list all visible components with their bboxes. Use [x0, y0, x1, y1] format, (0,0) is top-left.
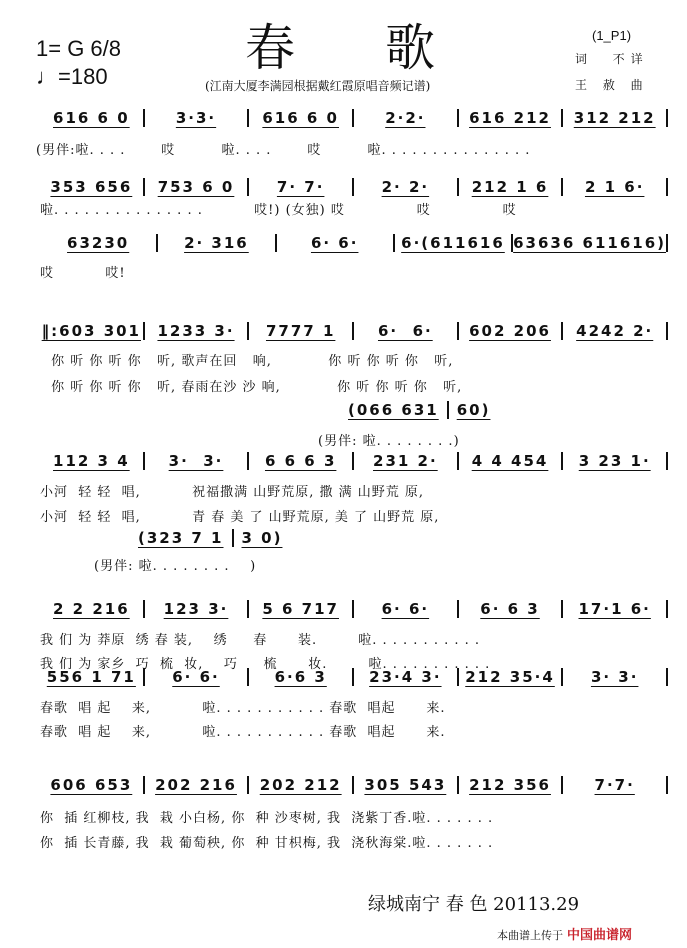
measure: 123 3·: [163, 600, 229, 618]
measure: 6· 6·: [381, 600, 430, 618]
measure: 6· 6·: [310, 234, 359, 252]
upload-note: [497, 924, 632, 943]
barline: [666, 234, 668, 252]
lyric-line: (男伴:啦. . . . 哎 啦. . . . 哎 啦. . . . . . . . . . . . . . .: [36, 143, 531, 158]
measure: ‖:603 301: [41, 322, 141, 340]
measure: 60): [456, 401, 491, 419]
measure: 202 212: [259, 776, 342, 794]
measure: 6·(611616: [401, 234, 505, 252]
measure: 556 1 71: [46, 668, 136, 686]
measure: 4242 2·: [576, 322, 654, 340]
notation-row: [40, 599, 668, 619]
measure: 3·3·: [175, 109, 217, 127]
site-logo[interactable]: 中国曲谱网: [567, 927, 633, 942]
measure: 6· 6 3: [480, 600, 540, 618]
notation-row: [40, 108, 668, 128]
upload-text: 本曲谱上传于: [497, 930, 563, 942]
notation-row: [40, 233, 668, 253]
measure: 112 3 4: [53, 452, 130, 470]
barline: [666, 109, 668, 127]
measure: 23·4 3·: [369, 668, 442, 686]
composer: 王 赦 曲: [575, 78, 649, 92]
measure: 63230: [67, 234, 130, 252]
measure: 616 212: [469, 109, 551, 127]
measure: 2 2 216: [53, 600, 130, 618]
barline: [666, 178, 668, 196]
lyric-line: 你 插 长青藤, 我 栽 葡萄秧, 你 种 甘枳梅, 我 浇秋海棠.啦. . . . . . .: [40, 836, 494, 851]
measure: 616 6 0: [53, 109, 130, 127]
signature: 绿城南宁 春 色 20113.29: [368, 894, 580, 915]
key-signature: 1= G 6/8: [36, 36, 122, 61]
accomp-notation: [340, 400, 498, 420]
measure: 2· 2·: [381, 178, 430, 196]
measure: 2 1 6·: [584, 178, 645, 196]
lyricist: 词 不详: [575, 52, 649, 66]
notation-row: [40, 451, 668, 471]
lyric-line: 春歌 唱 起 来, 啦. . . . . . . . . . . 春歌 唱起 来.: [40, 725, 446, 740]
song-title: 春歌: [245, 19, 525, 77]
measure: 7·7·: [594, 776, 635, 794]
barline: [666, 452, 668, 470]
measure: 602 206: [469, 322, 551, 340]
notation-row: [40, 177, 668, 197]
measure: 17·1 6·: [578, 600, 651, 618]
measure: 7· 7·: [276, 178, 325, 196]
measure: 6·6 3: [274, 668, 327, 686]
measure: 3 0): [241, 529, 283, 547]
measure: 2·2·: [385, 109, 426, 127]
tempo-marking: ♩=180: [36, 64, 108, 89]
measure: 6· 6·: [172, 668, 220, 686]
measure: 2· 316: [184, 234, 249, 252]
measure: 4 4 454: [471, 452, 549, 470]
measure: 5 6 717: [262, 600, 339, 618]
barline: [666, 600, 668, 618]
lyric-line: 啦. . . . . . . . . . . . . . . 哎!) (女独) 哎 哎 哎: [40, 203, 517, 218]
measure: 3· 3·: [590, 668, 639, 686]
accomp-notation: [130, 528, 290, 548]
page-label: (1_P1): [592, 28, 632, 43]
measure: 606 653: [50, 776, 133, 794]
notation-row: [40, 775, 668, 795]
subtitle: (江南大厦李满园根据戴红霞原唱音频记谱): [205, 79, 431, 93]
measure: 7777 1: [265, 322, 336, 340]
barline: [666, 668, 668, 686]
measure: (323 7 1: [138, 529, 224, 547]
lyric-line: 我 们 为 家乡 巧 梳 妆, 巧 梳 妆. 啦. . . . . . . . . . .: [40, 657, 491, 672]
accomp-lyric: (男伴: 啦. . . . . . . . ): [94, 559, 257, 574]
measure: 63636 611616): [513, 234, 667, 252]
measure: 305 543: [364, 776, 447, 794]
notation-row: [40, 321, 668, 341]
lyric-line: 小河 轻 轻 唱, 青 春 美 了 山野荒原, 美 了 山野荒 原,: [40, 510, 440, 525]
measure: 6 6 6 3: [264, 452, 337, 470]
lyric-line: 哎 哎!: [40, 266, 126, 281]
barline: [666, 322, 668, 340]
measure: 616 6 0: [262, 109, 339, 127]
measure: 6· 6·: [377, 322, 433, 340]
measure: 202 216: [155, 776, 237, 794]
lyric-line: 我 们 为 莽原 绣 春 装, 绣 春 装. 啦. . . . . . . . . . .: [40, 633, 481, 648]
measure: 212 35·4: [465, 668, 555, 686]
measure: 212 356: [469, 776, 551, 794]
measure: 312 212: [573, 109, 656, 127]
lyric-line: 你 听 你 听 你 听, 歌声在回 响, 你 听 你 听 你 听,: [46, 354, 454, 369]
measure: (066 631: [348, 401, 439, 419]
measure: 231 2·: [373, 452, 438, 470]
measure: 212 1 6: [471, 178, 549, 196]
lyric-line: 春歌 唱 起 来, 啦. . . . . . . . . . . 春歌 唱起 来.: [40, 701, 446, 716]
lyric-line: 你 听 你 听 你 听, 春雨在沙 沙 响, 你 听 你 听 你 听,: [46, 380, 463, 395]
barline: [666, 776, 668, 794]
accomp-lyric: (男伴: 啦. . . . . . . .): [318, 434, 460, 449]
lyric-line: 小河 轻 轻 唱, 祝福撒满 山野荒原, 撒 满 山野荒 原,: [40, 485, 425, 500]
measure: 3 23 1·: [578, 452, 651, 470]
measure: 1233 3·: [157, 322, 235, 340]
measure: 753 6 0: [157, 178, 235, 196]
lyric-line: 你 插 红柳枝, 我 栽 小白杨, 你 种 沙枣树, 我 浇紫丁香.啦. . . . . . .: [40, 811, 494, 826]
measure: 353 656: [50, 178, 133, 196]
measure: 3· 3·: [168, 452, 224, 470]
